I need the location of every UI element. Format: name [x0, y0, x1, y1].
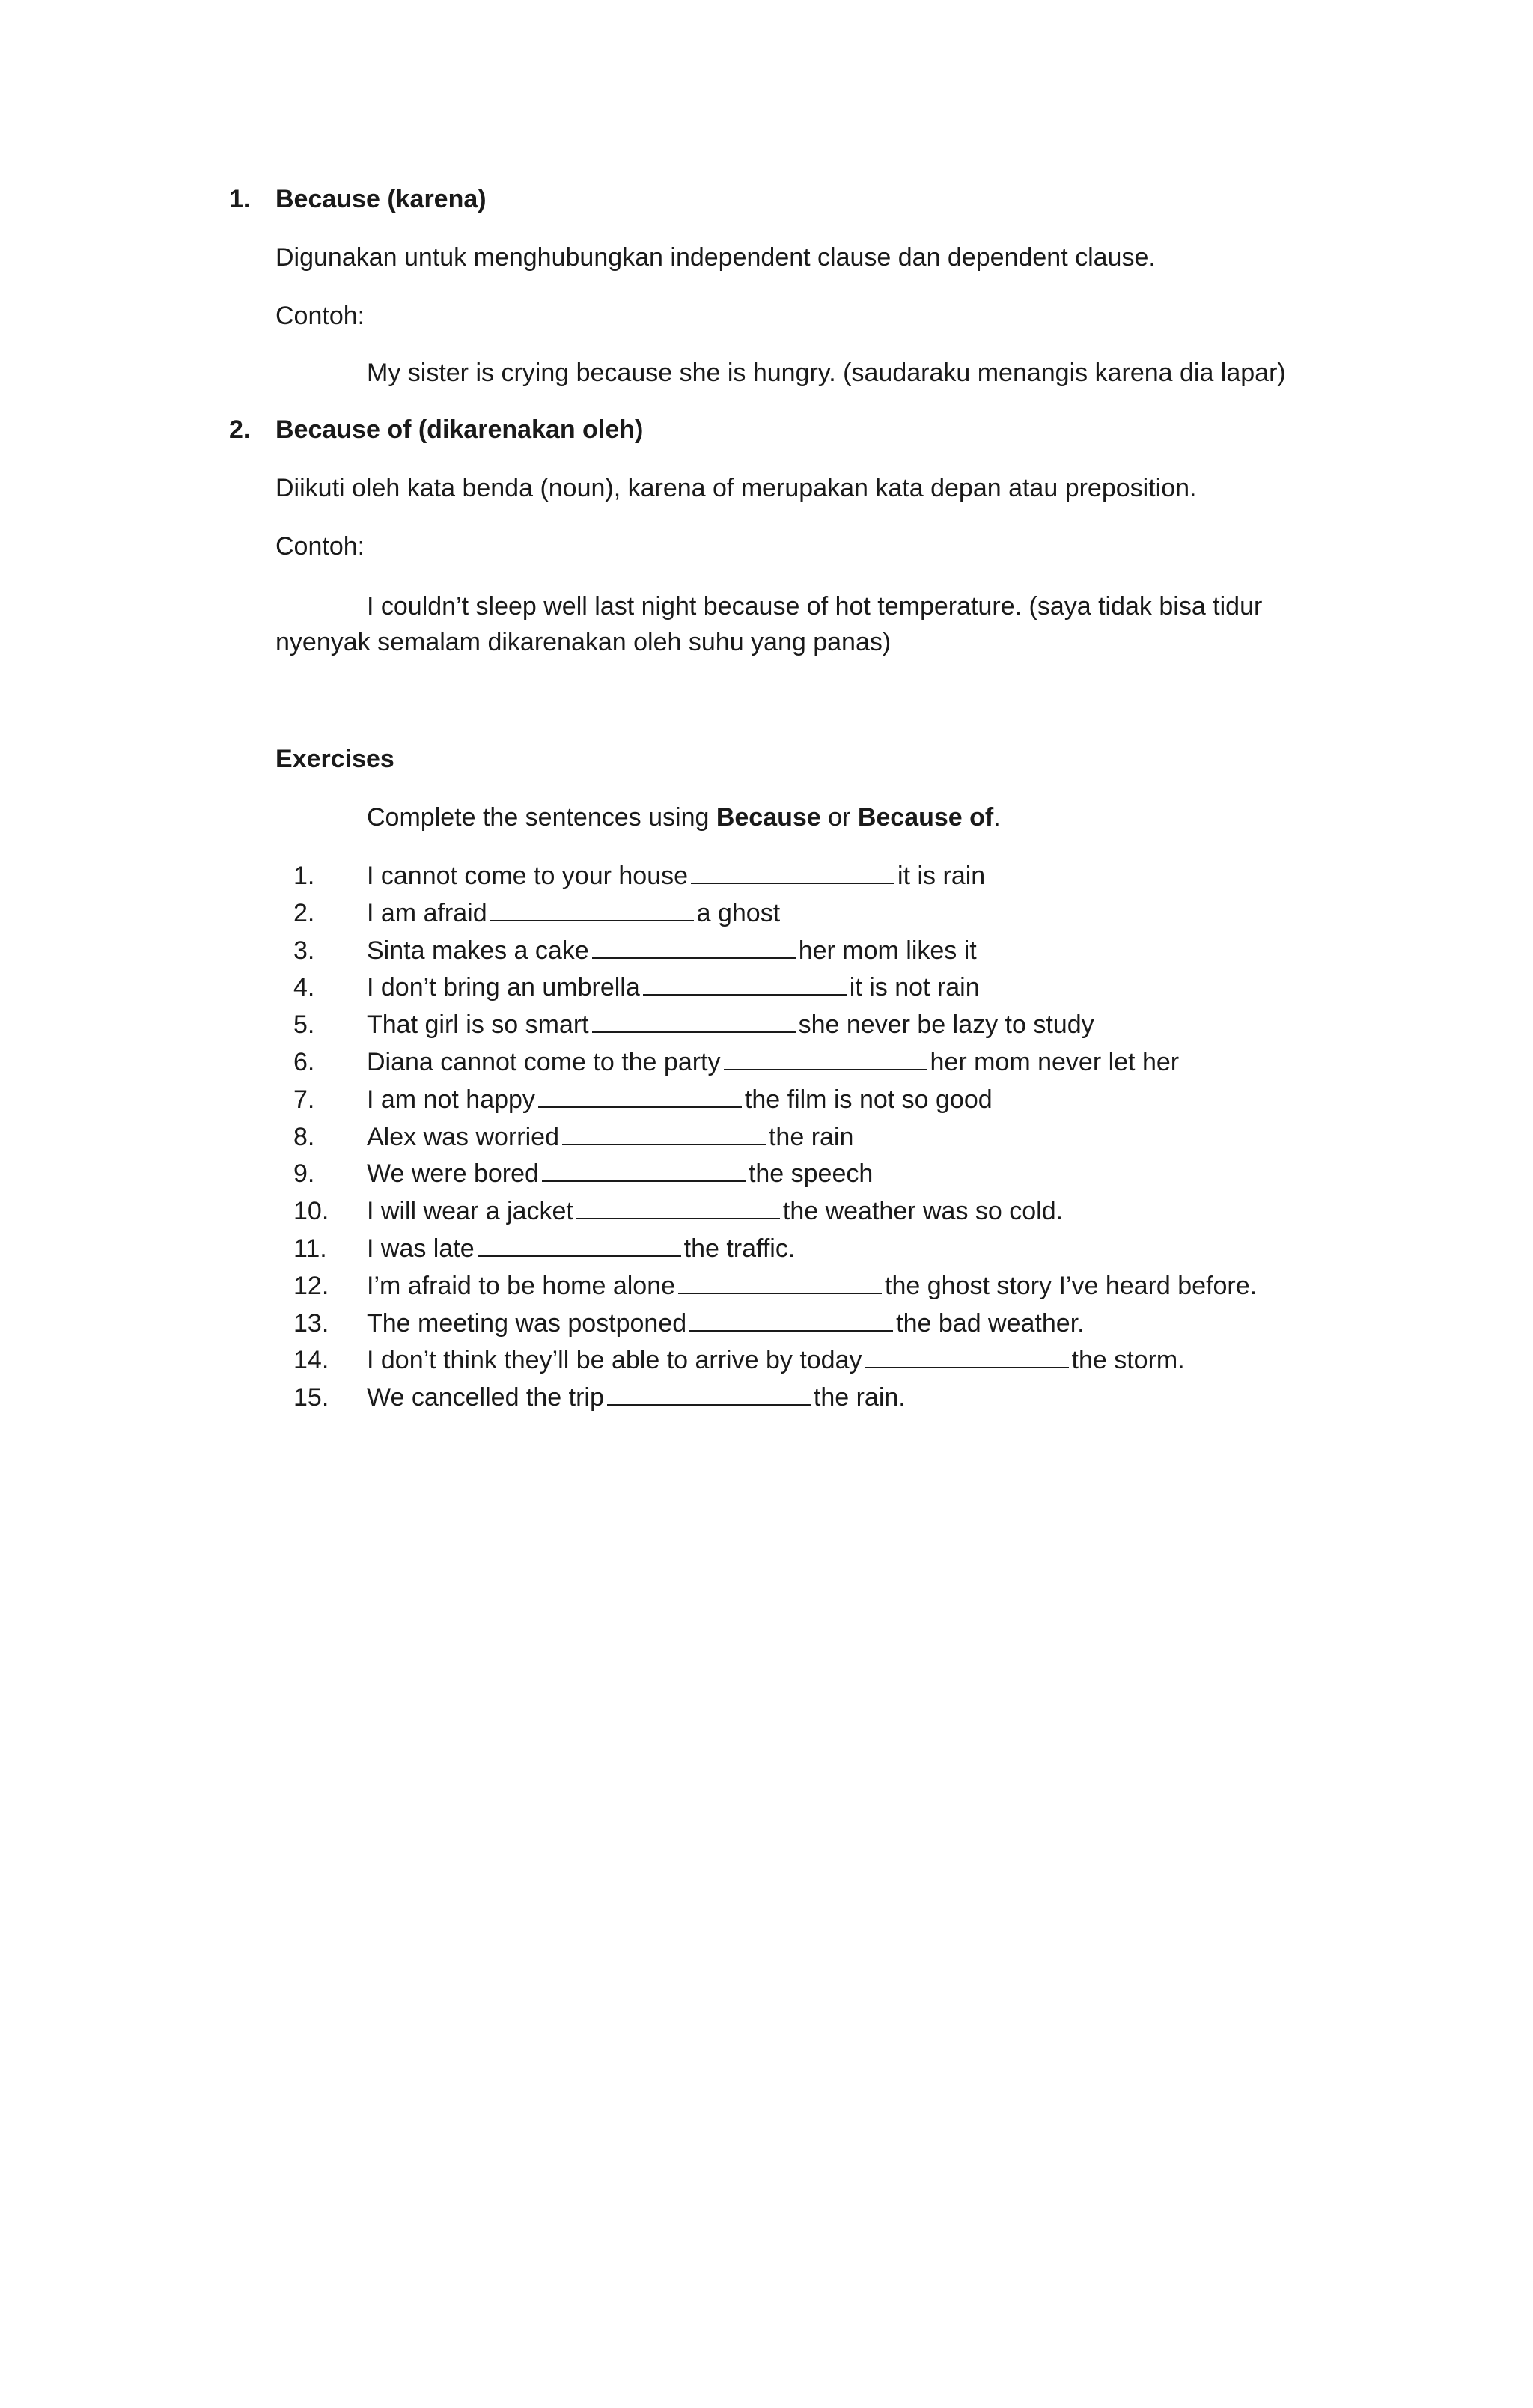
exercise-sentence	[367, 1269, 1257, 1302]
exercise-before-text: Diana cannot come to the party	[367, 1048, 721, 1076]
instruction-prefix: Complete the sentences using	[367, 803, 716, 832]
exercise-after-text: her mom likes it	[798, 936, 977, 965]
exercise-number: 13.	[293, 1308, 329, 1338]
exercise-sentence	[367, 1381, 906, 1414]
exercise-before-text: The meeting was postponed	[367, 1308, 687, 1338]
exercise-item	[0, 1344, 1533, 1381]
instruction-bold-because-of: Because of	[857, 803, 994, 832]
exercise-number: 1.	[293, 862, 315, 890]
exercise-number: 5.	[293, 1011, 315, 1040]
instruction-suffix: .	[993, 803, 1001, 832]
exercise-after-text: the rain.	[813, 1383, 906, 1412]
exercise-sentence	[367, 1008, 1094, 1041]
exercise-sentence	[367, 971, 980, 1004]
exercises-heading: Exercises	[275, 745, 394, 773]
exercise-item	[0, 1046, 1533, 1083]
exercise-after-text: the traffic.	[683, 1234, 796, 1263]
exercise-before-text: Sinta makes a cake	[367, 936, 589, 965]
exercise-number: 6.	[293, 1048, 315, 1076]
exercise-before-text: I don’t bring an umbrella	[367, 973, 640, 1002]
exercise-after-text: a ghost	[696, 898, 781, 927]
exercise-item	[0, 1121, 1533, 1158]
exercise-before-text: I am afraid	[367, 898, 487, 927]
exercise-item	[0, 934, 1533, 972]
exercise-sentence	[367, 1195, 1063, 1228]
answer-blank[interactable]	[592, 935, 796, 959]
exercise-item	[0, 1083, 1533, 1121]
section-2-description: Diikuti oleh kata benda (noun), karena of merupakan kata depan atau preposition.	[275, 474, 1197, 502]
exercise-after-text: the rain	[768, 1122, 854, 1151]
exercise-number: 2.	[293, 898, 315, 927]
exercise-number: 10.	[293, 1197, 329, 1226]
answer-blank[interactable]	[576, 1195, 780, 1219]
exercise-before-text: I was late	[367, 1234, 475, 1263]
exercise-item	[0, 1381, 1533, 1418]
exercise-number: 7.	[293, 1085, 315, 1114]
section-1-description: Digunakan untuk menghubungkan independent clause dan dependent clause.	[275, 243, 1156, 272]
answer-blank[interactable]	[689, 1308, 893, 1332]
section-2-example: I couldn’t sleep well last night because of hot temperature. (saya tidak bisa tidur nyenyak semalam dikarenakan oleh suhu yang panas)	[275, 592, 1263, 656]
exercise-sentence	[367, 859, 985, 892]
exercise-sentence	[367, 1232, 795, 1265]
exercise-number: 8.	[293, 1122, 315, 1151]
section-2-example-label: Contoh:	[275, 532, 365, 561]
exercise-after-text: the storm.	[1071, 1346, 1185, 1375]
exercise-item	[0, 971, 1533, 1008]
exercise-item	[0, 1307, 1533, 1344]
exercise-after-text: the speech	[748, 1159, 874, 1189]
section-1-example: My sister is crying because she is hungry. (saudaraku menangis karena dia lapar)	[367, 359, 1286, 387]
exercise-number: 11.	[293, 1234, 327, 1263]
exercise-after-text: her mom never let her	[930, 1048, 1180, 1076]
exercise-item	[0, 1269, 1533, 1307]
answer-blank[interactable]	[865, 1344, 1069, 1368]
exercise-before-text: Alex was worried	[367, 1122, 559, 1151]
instruction-bold-because: Because	[716, 803, 821, 832]
exercise-item	[0, 1195, 1533, 1232]
answer-blank[interactable]	[538, 1084, 742, 1108]
exercise-number: 3.	[293, 936, 315, 965]
exercise-sentence	[367, 1046, 1179, 1079]
exercise-before-text: We were bored	[367, 1159, 539, 1189]
exercise-before-text: I will wear a jacket	[367, 1197, 573, 1226]
answer-blank[interactable]	[607, 1382, 811, 1406]
exercise-after-text: the bad weather.	[896, 1308, 1085, 1338]
exercise-item	[0, 1157, 1533, 1195]
section-1-example-label: Contoh:	[275, 302, 365, 330]
exercise-before-text: I am not happy	[367, 1085, 535, 1114]
exercise-number: 15.	[293, 1383, 329, 1412]
exercise-before-text: I cannot come to your house	[367, 862, 689, 890]
exercise-number: 9.	[293, 1159, 315, 1189]
exercises-instruction	[367, 801, 1001, 834]
exercise-sentence	[367, 1157, 873, 1190]
exercise-item	[0, 897, 1533, 934]
exercise-after-text: the ghost story I’ve heard before.	[885, 1271, 1258, 1300]
exercise-before-text: I’m afraid to be home alone	[367, 1271, 676, 1300]
exercise-item	[0, 1232, 1533, 1269]
exercise-sentence	[367, 897, 780, 930]
exercise-sentence	[367, 1121, 853, 1153]
exercise-sentence	[367, 934, 977, 967]
section-1-heading: Because (karena)	[275, 185, 487, 213]
exercise-item	[0, 1008, 1533, 1046]
answer-blank[interactable]	[724, 1046, 927, 1070]
exercise-sentence	[367, 1344, 1185, 1377]
exercise-number: 14.	[293, 1346, 329, 1375]
answer-blank[interactable]	[478, 1233, 681, 1257]
exercise-item	[0, 859, 1533, 897]
instruction-mid: or	[820, 803, 858, 832]
exercise-before-text: We cancelled the trip	[367, 1383, 604, 1412]
answer-blank[interactable]	[691, 860, 894, 884]
section-2-heading: Because of (dikarenakan oleh)	[275, 415, 644, 444]
exercise-number: 4.	[293, 973, 315, 1002]
exercise-after-text: it is rain	[897, 862, 986, 890]
exercise-after-text: she never be lazy to study	[798, 1011, 1094, 1040]
exercise-sentence	[367, 1307, 1085, 1340]
answer-blank[interactable]	[490, 897, 694, 921]
exercise-after-text: the film is not so good	[744, 1085, 993, 1114]
exercise-number: 12.	[293, 1271, 329, 1300]
exercise-before-text: I don’t think they’ll be able to arrive by today	[367, 1346, 862, 1375]
section-2-number: 2.	[229, 415, 251, 444]
answer-blank[interactable]	[562, 1121, 766, 1145]
answer-blank[interactable]	[643, 972, 847, 996]
exercise-sentence	[367, 1083, 993, 1116]
exercise-after-text: the weather was so cold.	[782, 1197, 1064, 1226]
answer-blank[interactable]	[678, 1270, 882, 1294]
exercise-before-text: That girl is so smart	[367, 1011, 589, 1040]
answer-blank[interactable]	[542, 1158, 746, 1182]
answer-blank[interactable]	[592, 1009, 796, 1033]
section-1-number: 1.	[229, 185, 251, 213]
exercise-after-text: it is not rain	[849, 973, 980, 1002]
